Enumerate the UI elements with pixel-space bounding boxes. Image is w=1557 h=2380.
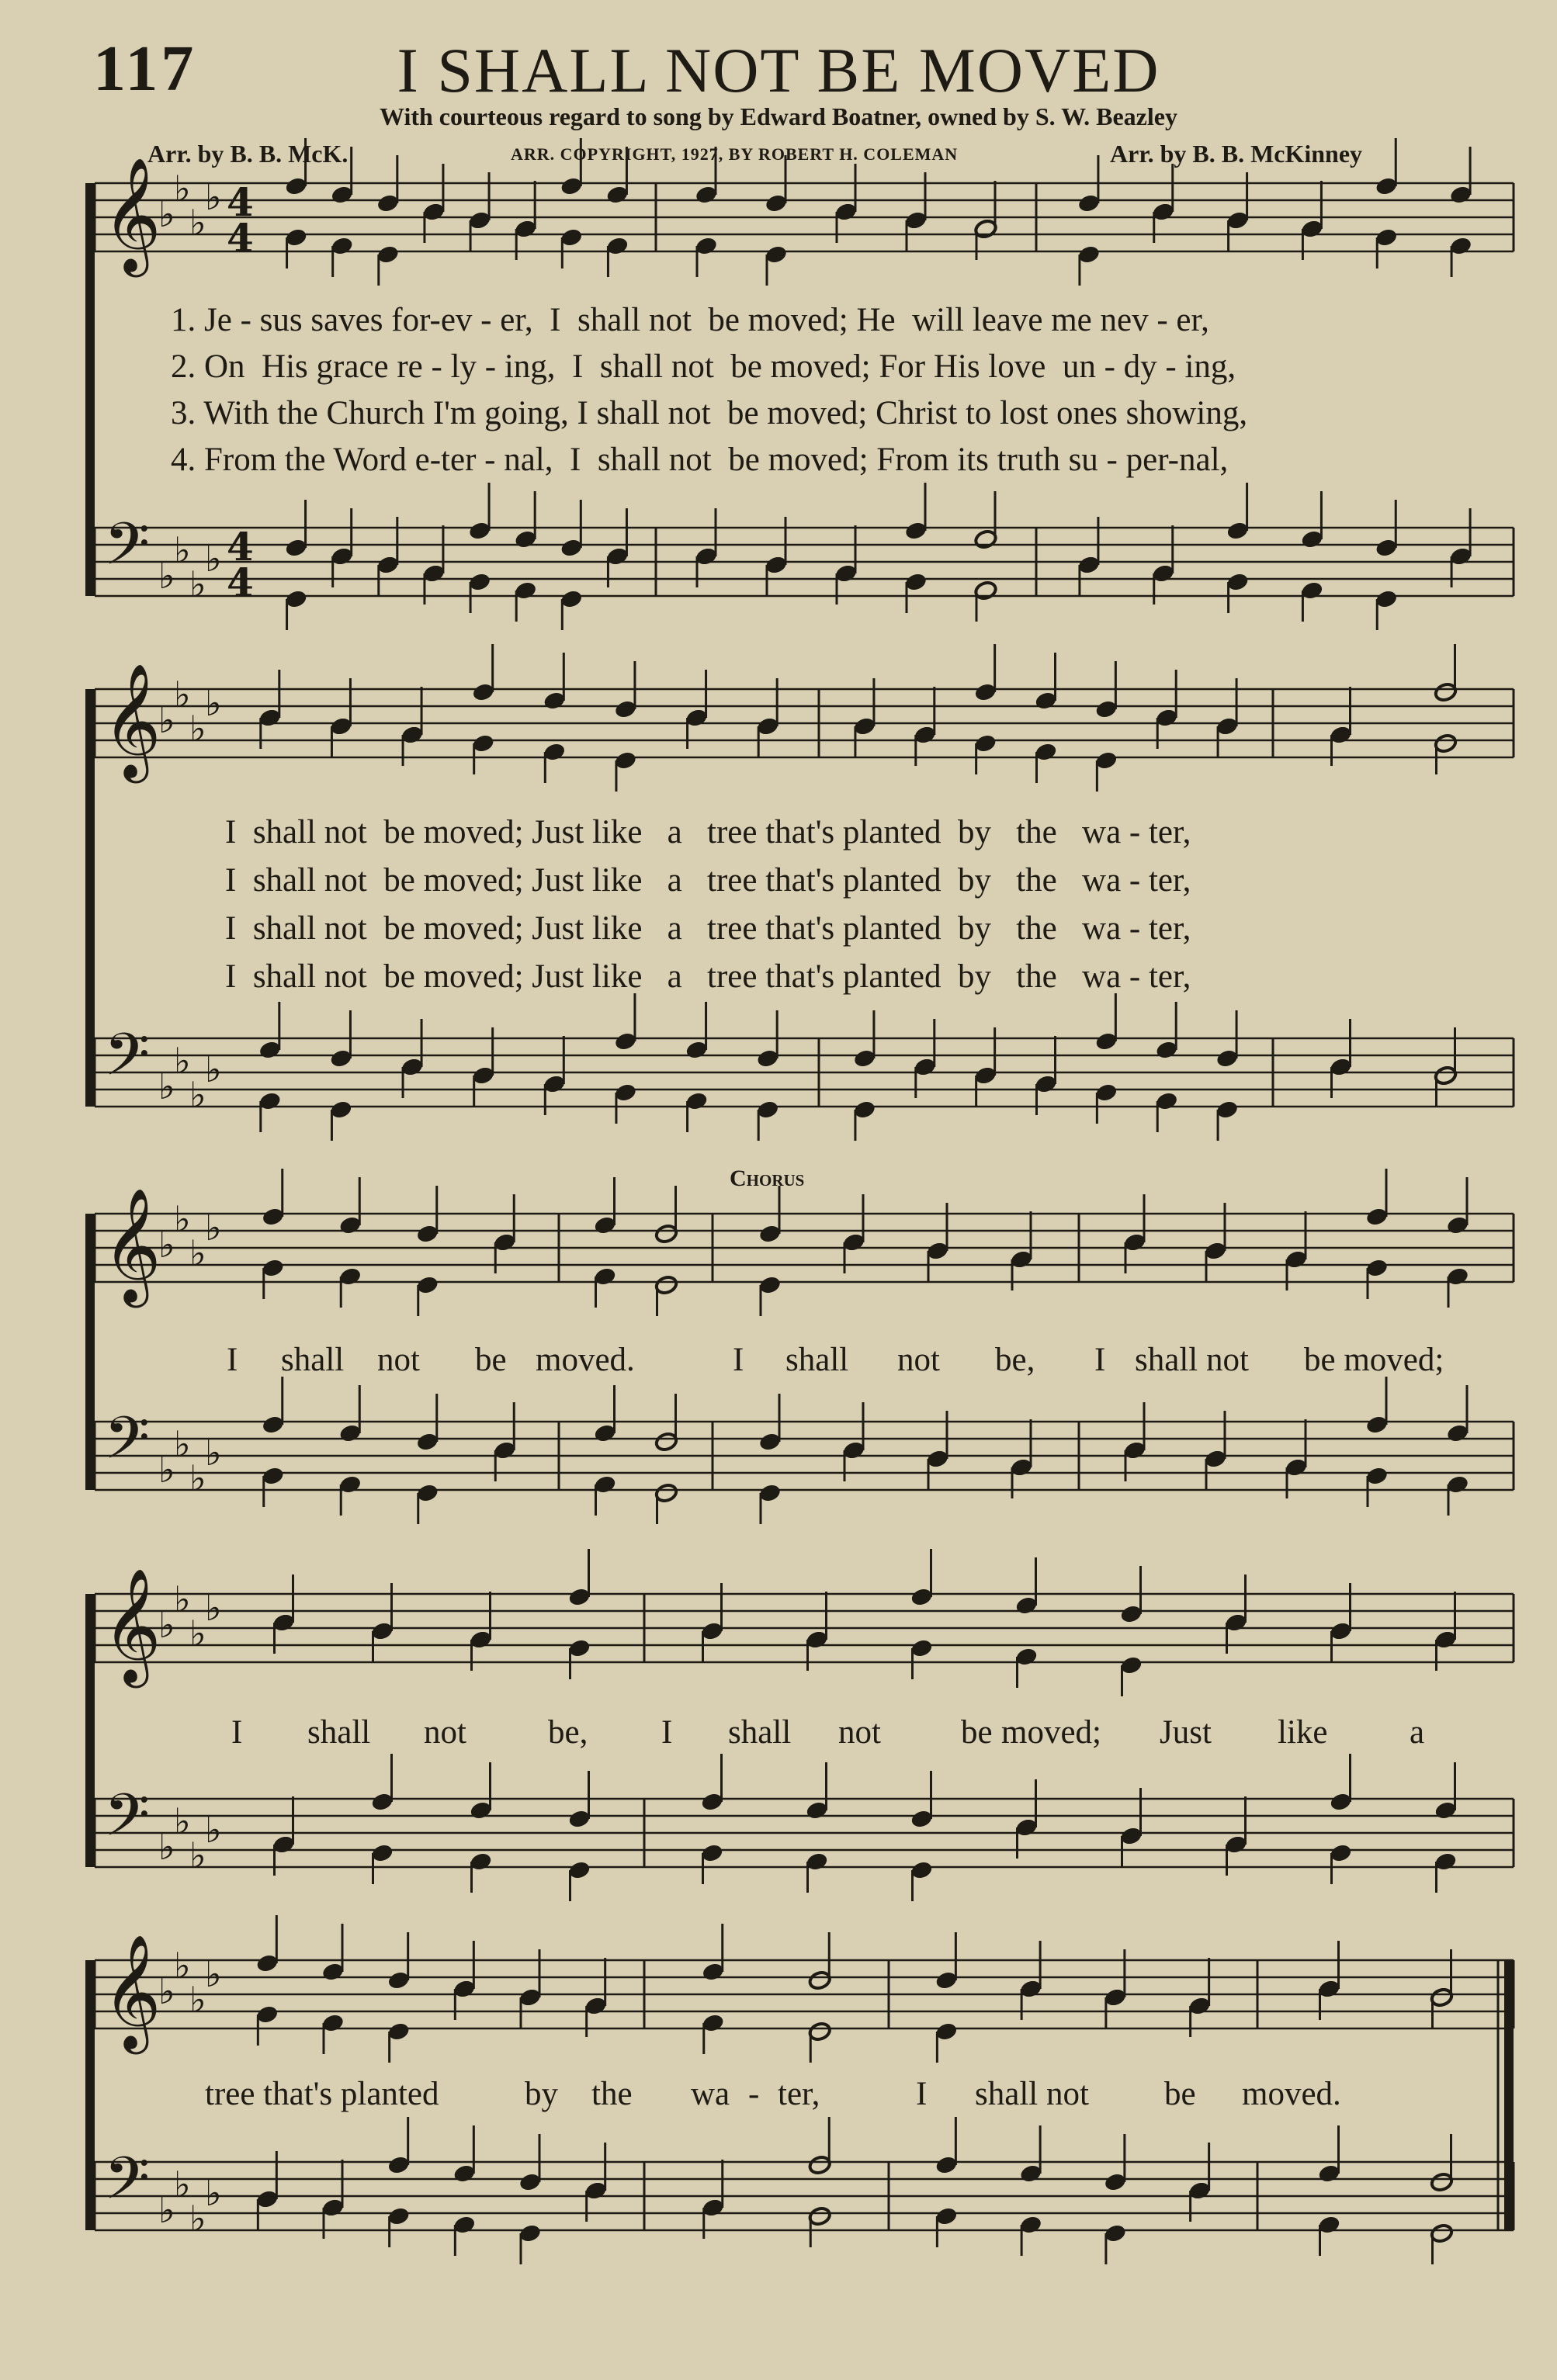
key-signature-flat: ♭ — [174, 1040, 191, 1082]
time-signature-bottom: 4 — [227, 559, 254, 605]
key-signature-flat: ♭ — [205, 682, 222, 724]
key-signature-flat: ♭ — [205, 1587, 222, 1629]
chorus-word: I — [661, 1714, 673, 1751]
verse-1-line: 1. Je - sus saves for-ev - er, I shall not be moved; He will leave me nev - er, — [171, 302, 1209, 338]
chorus-word: not — [838, 1714, 881, 1751]
credit-line: With courteous regard to song by Edward Boatner, owned by S. W. Beazley — [380, 102, 1177, 130]
key-signature-flat: ♭ — [205, 1048, 222, 1090]
chorus-word: shall not — [1135, 1342, 1249, 1378]
key-signature-flat: ♭ — [205, 2172, 222, 2214]
refrain-line-1: I shall not be moved; Just like a tree that's planted by the wa - ter, — [225, 814, 1191, 850]
chorus-word: moved; — [1001, 1714, 1101, 1751]
key-signature-flat: ♭ — [174, 1198, 191, 1240]
chorus-word: tree that's planted — [205, 2076, 439, 2112]
key-signature-flat: ♭ — [205, 1207, 222, 1249]
chorus-word: I — [231, 1714, 243, 1751]
bass-clef: 𝄢 — [104, 2144, 151, 2227]
hymn-title: I SHALL NOT BE MOVED — [397, 35, 1160, 106]
key-signature-flat: ♭ — [158, 555, 175, 597]
key-signature-flat: ♭ — [174, 168, 191, 210]
key-signature-flat: ♭ — [205, 538, 222, 580]
verse-3-line: 3. With the Church I'm going, I shall not be moved; Christ to lost ones showing, — [171, 395, 1248, 431]
chorus-word: shall — [785, 1342, 849, 1378]
refrain-line-4: I shall not be moved; Just like a tree that's planted by the wa - ter, — [225, 958, 1191, 995]
refrain-line-2: I shall not be moved; Just like a tree that's planted by the wa - ter, — [225, 862, 1191, 899]
verse-4-line: 4. From the Word e-ter - nal, I shall not be moved; From its truth su - per-nal, — [171, 442, 1229, 478]
chorus-word: shall not — [975, 2076, 1089, 2112]
bass-clef: 𝄢 — [104, 510, 151, 593]
key-signature-flat: ♭ — [189, 708, 206, 750]
chorus-word: be — [1164, 2076, 1196, 2112]
key-signature-flat: ♭ — [205, 1809, 222, 1851]
bass-clef: 𝄢 — [104, 1020, 151, 1103]
key-signature-flat: ♭ — [158, 1449, 175, 1491]
key-signature-flat: ♭ — [158, 2189, 175, 2231]
treble-clef: 𝄞 — [102, 1187, 161, 1303]
chorus-word: Just — [1160, 1714, 1212, 1751]
key-signature-flat: ♭ — [205, 1953, 222, 1995]
key-signature-flat: ♭ — [189, 1074, 206, 1116]
copyright-notice: ARR. COPYRIGHT, 1927, BY ROBERT H. COLEMAN — [511, 144, 959, 164]
key-signature-flat: ♭ — [189, 1834, 206, 1876]
chorus-word: I — [733, 1342, 744, 1378]
key-signature-flat: ♭ — [189, 1613, 206, 1654]
arranger-left: Arr. by B. B. McK. — [147, 140, 349, 168]
chorus-word: be moved; — [1304, 1342, 1444, 1378]
key-signature-flat: ♭ — [174, 1800, 191, 1842]
key-signature-flat: ♭ — [174, 1945, 191, 1987]
key-signature-flat: ♭ — [158, 699, 175, 741]
chorus-word: the — [591, 2076, 633, 2112]
chorus-word: ter, — [778, 2076, 820, 2112]
key-signature-flat: ♭ — [205, 176, 222, 218]
refrain-line-3: I shall not be moved; Just like a tree that's planted by the wa - ter, — [225, 910, 1191, 947]
key-signature-flat: ♭ — [158, 193, 175, 235]
treble-clef: 𝄞 — [102, 663, 161, 778]
key-signature-flat: ♭ — [174, 2163, 191, 2205]
chorus-word: shall — [728, 1714, 792, 1751]
hymn-number: 117 — [93, 33, 197, 105]
chorus-word: moved. — [1242, 2076, 1341, 2112]
key-signature-flat: ♭ — [189, 202, 206, 244]
key-signature-flat: ♭ — [174, 674, 191, 715]
chorus-word: be — [961, 1714, 993, 1751]
chorus-word: I — [227, 1342, 238, 1378]
key-signature-flat: ♭ — [189, 1979, 206, 2021]
key-signature-flat: ♭ — [189, 1457, 206, 1499]
key-signature-flat: ♭ — [189, 1232, 206, 1274]
chorus-word: a — [1410, 1714, 1425, 1751]
key-signature-flat: ♭ — [189, 563, 206, 605]
key-signature-flat: ♭ — [158, 1224, 175, 1266]
treble-clef: 𝄞 — [102, 1934, 161, 2049]
key-signature-flat: ♭ — [158, 1826, 175, 1868]
chorus-word: shall — [307, 1714, 371, 1751]
chorus-word: shall — [281, 1342, 345, 1378]
chorus-word: not — [897, 1342, 940, 1378]
key-signature-flat: ♭ — [205, 1432, 222, 1474]
chorus-word: not — [377, 1342, 420, 1378]
time-signature-top: 4 — [227, 524, 254, 570]
time-signature-bottom: 4 — [227, 215, 254, 261]
chorus-word: not — [424, 1714, 466, 1751]
chorus-word: I — [1094, 1342, 1106, 1378]
chorus-word: be, — [995, 1342, 1035, 1378]
chorus-word: I — [916, 2076, 928, 2112]
chorus-word: be — [475, 1342, 507, 1378]
key-signature-flat: ♭ — [174, 1423, 191, 1465]
chorus-word: wa — [691, 2076, 730, 2112]
bass-clef: 𝄢 — [104, 1781, 151, 1864]
chorus-word: like — [1278, 1714, 1328, 1751]
key-signature-flat: ♭ — [189, 2198, 206, 2240]
treble-clef: 𝄞 — [102, 1568, 161, 1683]
chorus-label: Chorus — [730, 1166, 805, 1191]
key-signature-flat: ♭ — [158, 1970, 175, 2012]
chorus-word: moved. — [536, 1342, 635, 1378]
chorus-word: by — [525, 2076, 558, 2112]
chorus-word: be, — [548, 1714, 588, 1751]
key-signature-flat: ♭ — [158, 1065, 175, 1107]
chorus-word: - — [748, 2076, 760, 2112]
verse-2-line: 2. On His grace re - ly - ing, I shall not be moved; For His love un - dy - ing, — [171, 348, 1236, 385]
key-signature-flat: ♭ — [174, 529, 191, 571]
time-signature-top: 4 — [227, 179, 254, 225]
bass-clef: 𝄢 — [104, 1404, 151, 1487]
key-signature-flat: ♭ — [158, 1604, 175, 1646]
treble-clef: 𝄞 — [102, 157, 161, 272]
arranger-right: Arr. by B. B. McKinney — [1110, 140, 1363, 168]
key-signature-flat: ♭ — [174, 1578, 191, 1620]
